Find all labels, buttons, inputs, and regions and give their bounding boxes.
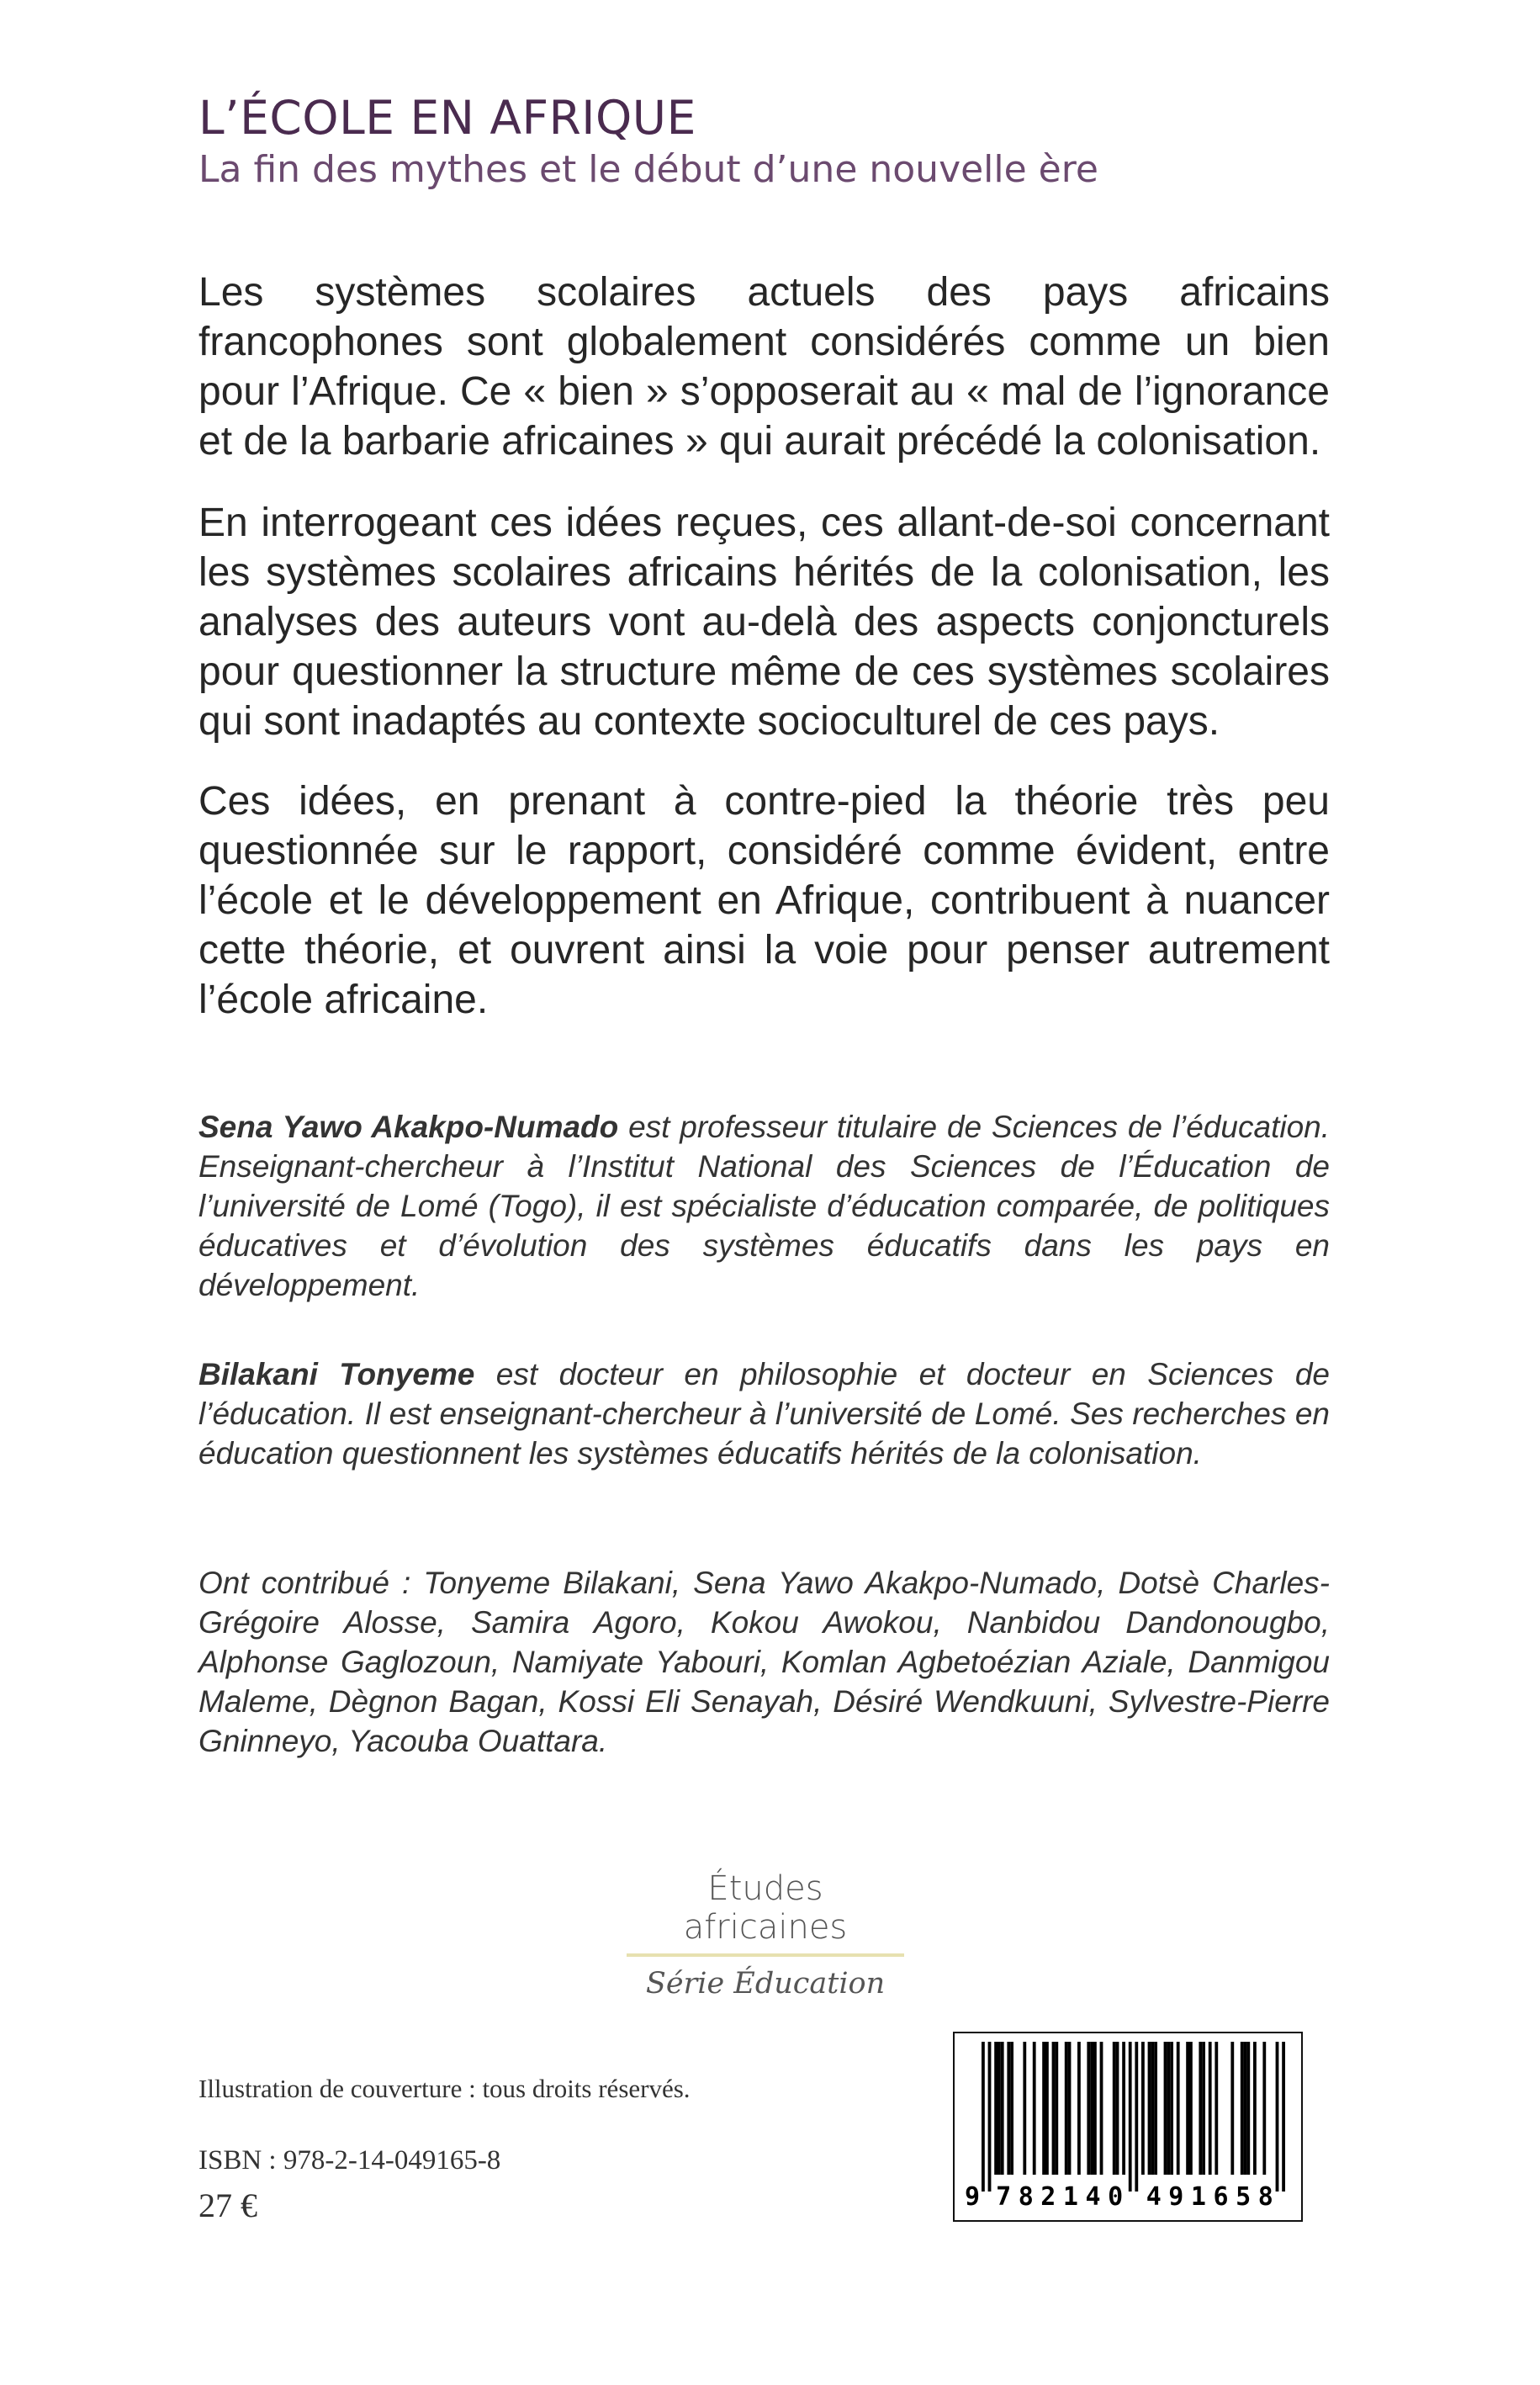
barcode-bar xyxy=(1199,2042,1202,2175)
barcode-bar xyxy=(1023,2042,1026,2175)
barcode-bar xyxy=(982,2042,985,2192)
barcode-bar xyxy=(1141,2042,1145,2175)
barcode-bar xyxy=(1033,2042,1036,2175)
series-name: Études africaines xyxy=(683,1869,848,1947)
barcode-bar xyxy=(1052,2042,1056,2175)
barcode-bar xyxy=(1045,2042,1049,2175)
barcode-bar xyxy=(1100,2042,1103,2175)
barcode-bar xyxy=(1262,2042,1266,2175)
author-bio-1 xyxy=(198,1107,1330,1305)
series-block xyxy=(622,1869,908,2001)
barcode-bar xyxy=(1065,2042,1068,2175)
barcode-bar xyxy=(1186,2042,1189,2175)
isbn-barcode xyxy=(953,2032,1303,2222)
barcode-bar xyxy=(1202,2042,1205,2175)
barcode-bar xyxy=(1241,2042,1244,2175)
barcode-bar xyxy=(1246,2042,1250,2175)
barcode-bar xyxy=(1007,2042,1010,2175)
barcode-digit: 5 xyxy=(1236,2182,1252,2212)
summary-paragraph-3: Ces idées, en prenant à contre-pied la théorie très peu questionnée sur le rapport, considéré comme évident, entre l’école et le développement en Afrique, contribuent à nuancer cette théorie, et ouvrent ainsi la voie pour penser autrement l’école africaine. xyxy=(198,779,1330,1022)
barcode-digit: 4 xyxy=(1085,2182,1101,2212)
barcode-digit: 9 xyxy=(1168,2182,1184,2212)
summary-paragraph-1: Les systèmes scolaires actuels des pays africains francophones sont globalement considérés comme un bien pour l’Afrique. Ce « bien » s’opposerait au « mal de l’ignorance et de la barbarie africaines » qui aurait précédé la colonisation. xyxy=(198,270,1330,464)
barcode-graphic xyxy=(955,2033,1301,2220)
isbn: ISBN : 978-2-14-049165-8 xyxy=(198,2145,501,2176)
barcode-bar xyxy=(1167,2042,1170,2175)
barcode-bar xyxy=(1177,2042,1180,2175)
barcode-digit: 6 xyxy=(1213,2182,1229,2212)
price: 27 € xyxy=(198,2186,257,2224)
barcode-digit: 4 xyxy=(1146,2182,1162,2212)
barcode-bar xyxy=(1253,2042,1257,2175)
series-divider xyxy=(627,1953,904,1957)
author-bio-text-1: est professeur titulaire de Sciences de l’éducation. Enseignant-chercheur à l’Institut National des Sciences de l’Éducation de l’université de Lomé (Togo), il est spécialiste d’éducation comparée, de politiques éducatives et d’évolution des systèmes éducatifs dans les pays en développement. xyxy=(198,1110,1331,1302)
barcode-bar xyxy=(1087,2042,1090,2175)
barcode-bar xyxy=(1276,2042,1279,2192)
author-name-2: Bilakani Tonyeme xyxy=(198,1357,475,1391)
barcode-bar xyxy=(1001,2042,1004,2175)
summary-paragraph-2: En interrogeant ces idées reçues, ces allant-de-soi concernant les systèmes scolaires africains hérités de la colonisation, les analyses des auteurs vont au-delà des aspects conjoncturels pour questionner la structure même de ces systèmes scolaires qui sont inadaptés au contexte socioculturel de ces pays. xyxy=(198,501,1330,744)
barcode-bar xyxy=(1209,2042,1212,2175)
barcode-bar xyxy=(1164,2042,1167,2175)
barcode-bar xyxy=(1113,2042,1116,2175)
illustration-credit: Illustration de couverture : tous droits réservés. xyxy=(198,2074,691,2103)
barcode-bar xyxy=(1116,2042,1119,2175)
barcode-bar xyxy=(1282,2042,1285,2192)
barcode-bar xyxy=(1122,2042,1125,2175)
barcode-bar xyxy=(998,2042,1001,2175)
barcode-bar xyxy=(1042,2042,1045,2175)
barcode-digit: 9 xyxy=(965,2182,981,2212)
barcode-digit: 2 xyxy=(1040,2182,1056,2212)
author-bio-2 xyxy=(198,1354,1330,1473)
barcode-bar xyxy=(1010,2042,1013,2175)
barcode-bar xyxy=(994,2042,998,2175)
barcode-bar xyxy=(1154,2042,1157,2175)
barcode-bar xyxy=(1230,2042,1234,2175)
barcode-bar xyxy=(1090,2042,1093,2175)
book-title: L’ÉCOLE EN AFRIQUE xyxy=(198,91,696,145)
barcode-bar xyxy=(1215,2042,1218,2175)
barcode-bar xyxy=(1189,2042,1193,2175)
barcode-bar xyxy=(1129,2042,1132,2192)
barcode-bar xyxy=(1151,2042,1154,2175)
barcode-digit: 8 xyxy=(1257,2182,1273,2212)
barcode-bar xyxy=(1135,2042,1138,2192)
barcode-digit: 0 xyxy=(1108,2182,1124,2212)
barcode-bar xyxy=(1055,2042,1058,2175)
barcode-bar xyxy=(1093,2042,1097,2175)
barcode-bar xyxy=(1077,2042,1081,2175)
barcode-bar xyxy=(988,2042,992,2192)
barcode-bar xyxy=(1170,2042,1173,2175)
barcode-bar xyxy=(1068,2042,1072,2175)
author-bio-text-2: est docteur en philosophie et docteur en Sciences de l’éducation. Il est enseignant-chercheur à l’université de Lomé. Ses recherches en éducation questionnent les systèmes éducatifs hérités de la colonisation. xyxy=(198,1357,1330,1471)
barcode-digit: 7 xyxy=(996,2182,1012,2212)
book-subtitle: La fin des mythes et le début d’une nouvelle ère xyxy=(198,148,1098,191)
barcode-bar xyxy=(1244,2042,1247,2175)
barcode-digit: 1 xyxy=(1190,2182,1206,2212)
barcode-bar xyxy=(1148,2042,1151,2175)
barcode-digit: 1 xyxy=(1062,2182,1078,2212)
author-name-1: Sena Yawo Akakpo-Numado xyxy=(198,1110,619,1144)
contributors-list: Ont contribué : Tonyeme Bilakani, Sena Yawo Akakpo-Numado, Dotsè Charles-Grégoire Alosse, Samira Agoro, Kokou Awokou, Nanbidou Dandonougbo, Alphonse Gaglozoun, Namiyate Yabouri, Komlan Agbetoézian Aziale, Danmigou Maleme, Dègnon Bagan, Kossi Eli Senayah, Désiré Wendkuuni, Sylvestre-Pierre Gninneyo, Yacouba Ouattara. xyxy=(198,1566,1330,1758)
barcode-digit: 8 xyxy=(1018,2182,1034,2212)
series-subtitle: Série Éducation xyxy=(645,1967,886,2001)
